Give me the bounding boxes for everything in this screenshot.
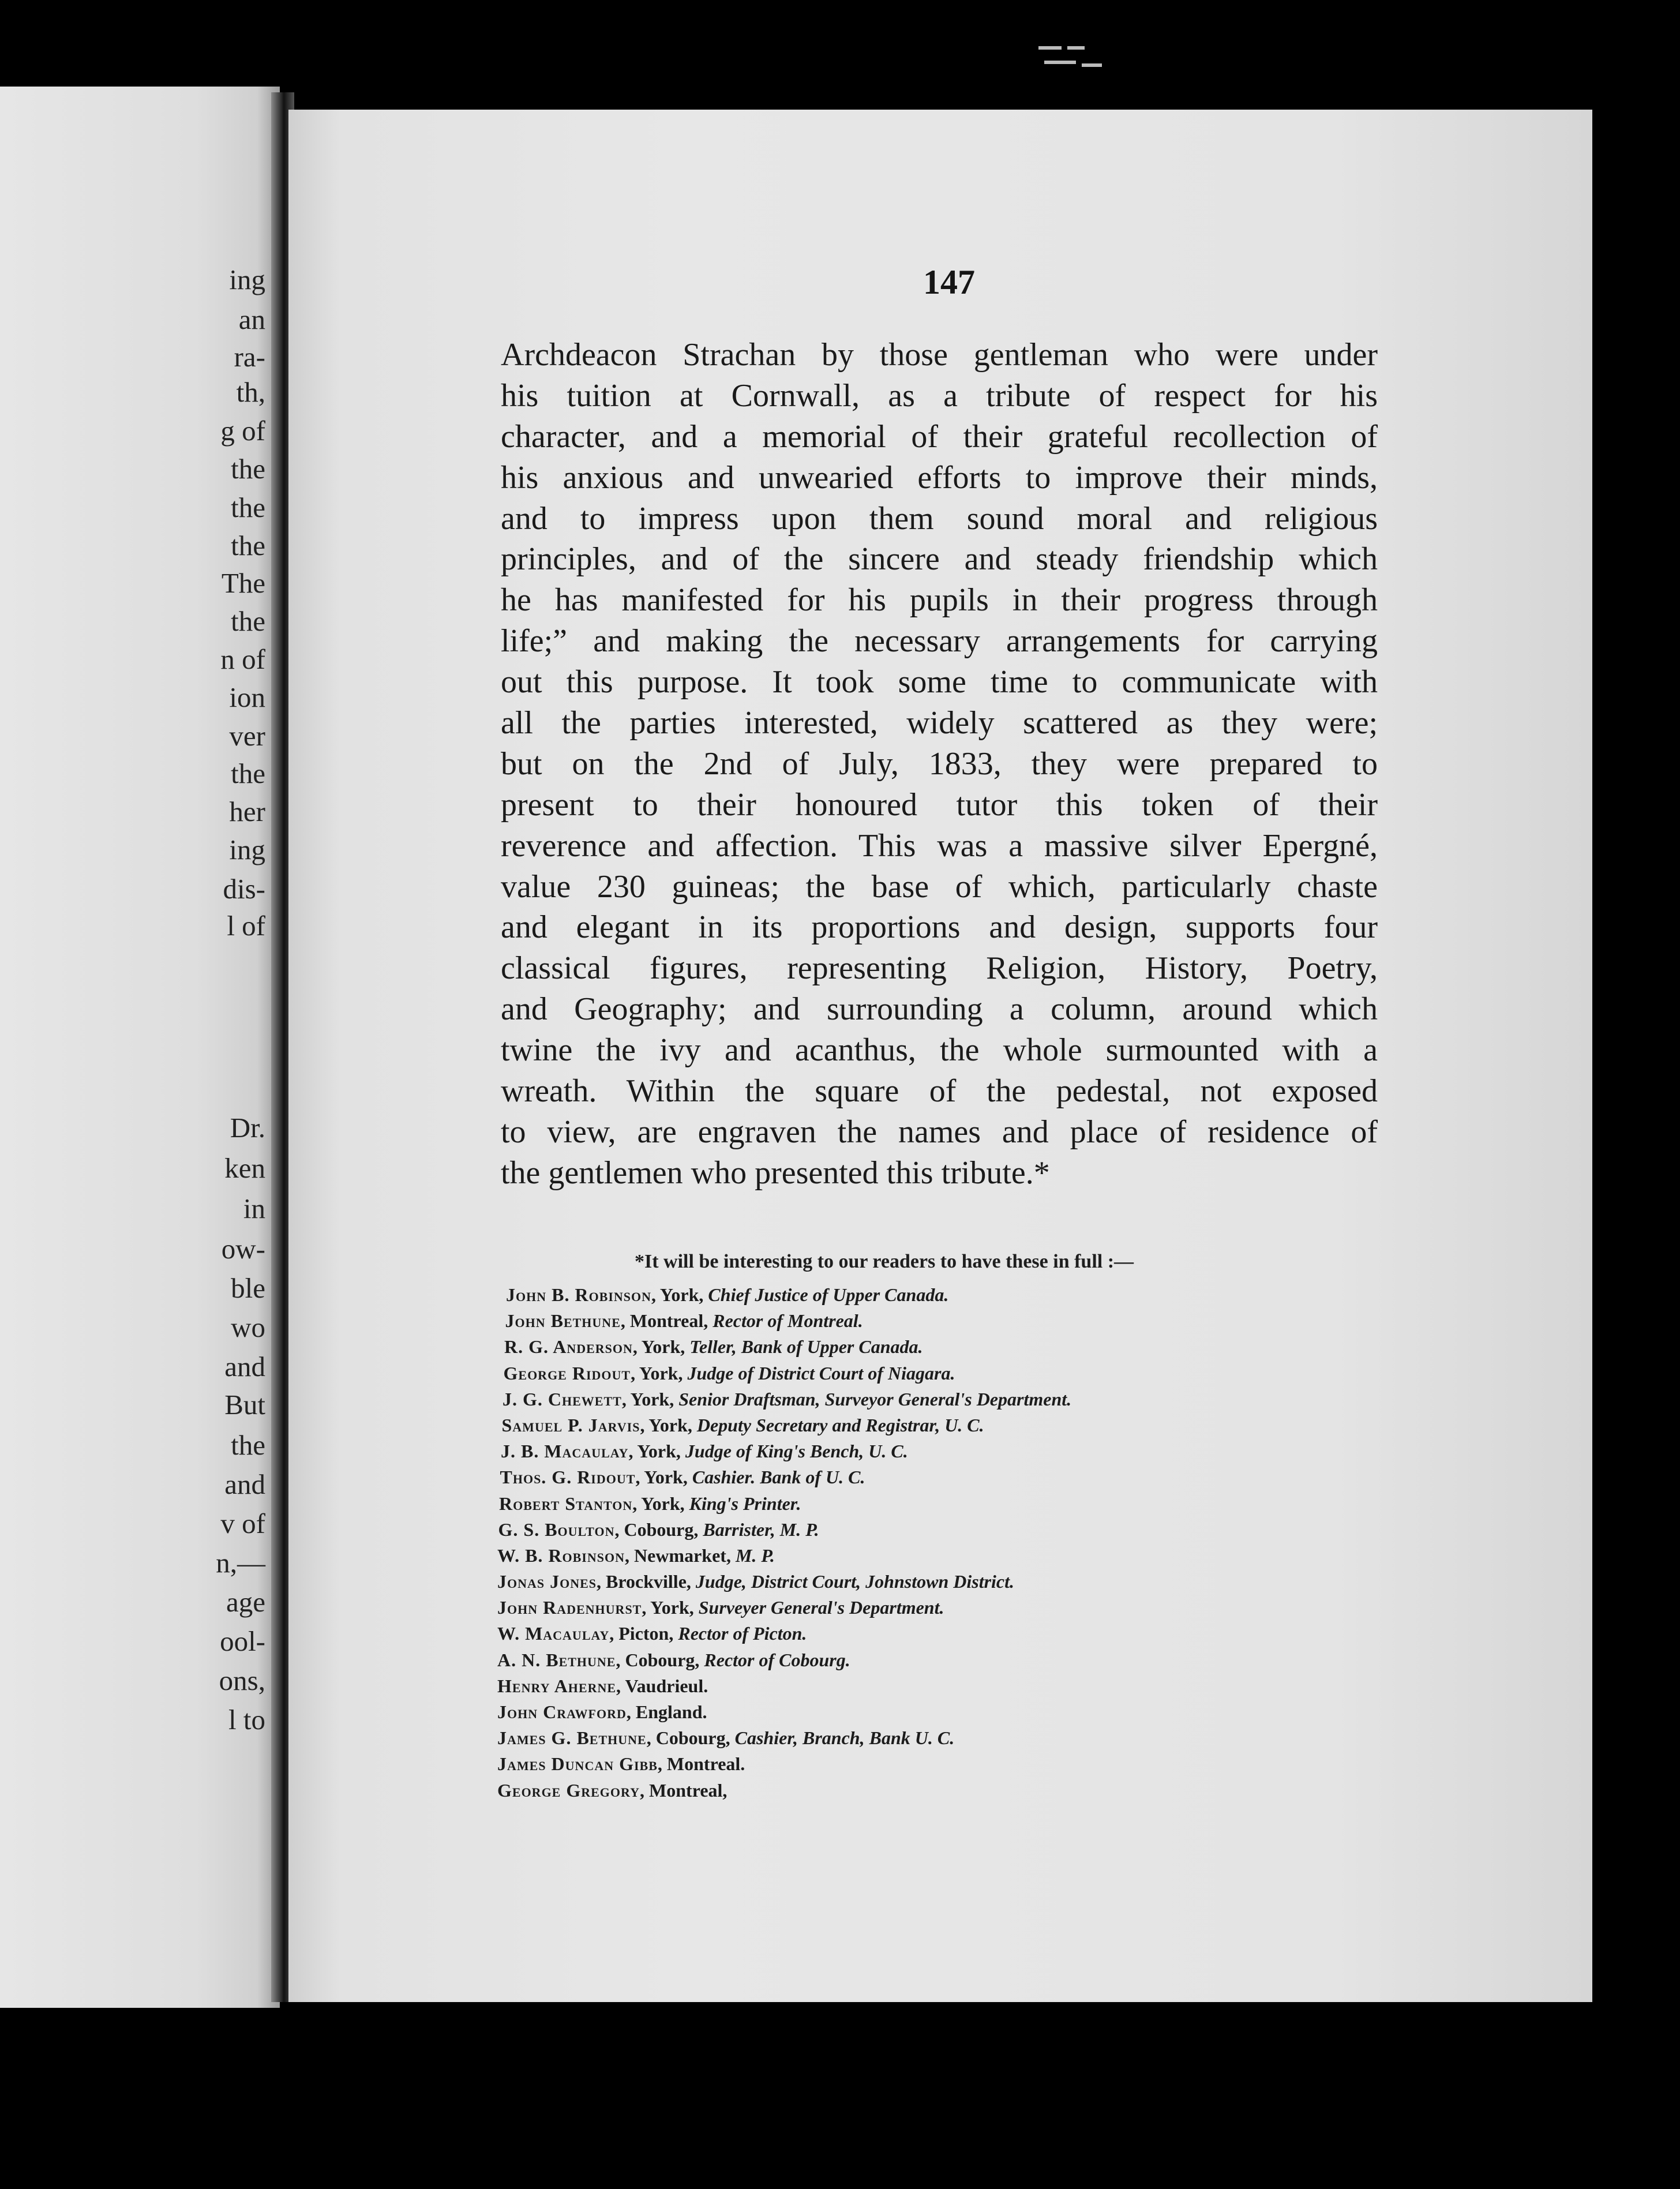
- person-title: Cashier, Branch, Bank U. C.: [734, 1727, 955, 1749]
- left-page-fragment: v of: [220, 1508, 265, 1539]
- left-page-fragment: the: [231, 605, 265, 637]
- person-name: R. G. Anderson: [504, 1336, 633, 1358]
- person-name: James Duncan Gibb: [497, 1753, 658, 1775]
- body-line: his anxious and unwearied efforts to improve their minds,: [501, 459, 1378, 496]
- person-place: , Cobourg,: [616, 1649, 704, 1670]
- person-name: John Bethune: [505, 1310, 621, 1332]
- person-name: Henry Aherne: [497, 1675, 617, 1696]
- footnote-name-item: [497, 1334, 1305, 1360]
- footnote-intro: *It will be interesting to our readers to have these in full :—: [635, 1251, 1134, 1272]
- body-line: wreath. Within the square of the pedestal, not exposed: [501, 1073, 1378, 1110]
- footnote-name-item: [497, 1360, 1305, 1386]
- left-page-fragment: age: [226, 1586, 265, 1618]
- left-page-fragment: ons,: [219, 1665, 265, 1696]
- person-title: Teller, Bank of Upper Canada.: [689, 1336, 923, 1358]
- footnote-names-list: [497, 1282, 1305, 1804]
- body-line: principles, and of the sincere and steady friendship which: [501, 541, 1378, 578]
- left-page-fragment: in: [243, 1193, 265, 1224]
- person-name: W. Macaulay: [497, 1623, 610, 1644]
- left-page-fragment: The: [221, 567, 265, 599]
- left-page-fragment: the: [231, 758, 265, 789]
- footnote-name-item: [497, 1464, 1305, 1490]
- person-title: Surveyer General's Department.: [698, 1597, 944, 1618]
- person-place: , Montreal.: [657, 1753, 745, 1775]
- person-place: , England.: [626, 1701, 707, 1722]
- left-page-fragment: But: [224, 1389, 265, 1420]
- body-line: he has manifested for his pupils in their progress through: [501, 582, 1378, 619]
- left-page-fragment: an: [238, 303, 265, 335]
- scan-marks: [1038, 35, 1108, 87]
- footnote-name-item: [497, 1308, 1305, 1334]
- body-line: all the parties interested, widely scattered as they were;: [501, 705, 1378, 741]
- person-place: , Montreal,: [640, 1779, 727, 1801]
- body-line: classical figures, representing Religion, History, Poetry,: [501, 950, 1378, 987]
- left-page-fragment: the: [231, 453, 265, 485]
- left-page-fragment: and: [224, 1351, 265, 1382]
- left-page-fragment: the: [231, 1429, 265, 1461]
- person-place: , York,: [651, 1284, 708, 1305]
- footnote-name-item: [497, 1412, 1305, 1438]
- footnote-name-item: [497, 1517, 1305, 1543]
- person-name: W. B. Robinson: [497, 1545, 625, 1566]
- left-page-fragment: n of: [220, 643, 265, 675]
- person-title: Judge of King's Bench, U. C.: [685, 1441, 908, 1462]
- person-name: Robert Stanton: [499, 1493, 633, 1514]
- person-name: John Crawford: [497, 1701, 627, 1722]
- body-line: value 230 guineas; the base of which, particularly chaste: [501, 868, 1378, 905]
- left-page-fragment: ool-: [220, 1625, 265, 1657]
- person-title: King's Printer.: [689, 1493, 801, 1514]
- footnote-name-item: [497, 1595, 1305, 1621]
- body-line: and to impress upon them sound moral and religious: [501, 500, 1378, 537]
- body-line: to view, are engraven the names and place of residence of: [501, 1114, 1378, 1150]
- footnote-name-item: [497, 1725, 1305, 1751]
- footnote-name-item: [497, 1569, 1305, 1595]
- left-page-fragment: ing: [229, 834, 265, 865]
- left-page-text-fragments: [0, 265, 271, 1794]
- person-place: , York,: [635, 1467, 692, 1488]
- left-page-fragment: ble: [231, 1272, 265, 1304]
- footnote-name-item: [497, 1491, 1305, 1517]
- body-line: and elegant in its proportions and design, supports four: [501, 909, 1378, 946]
- left-page-fragment: ow-: [221, 1233, 265, 1265]
- person-title: Judge of District Court of Niagara.: [687, 1362, 955, 1384]
- person-title: Rector of Cobourg.: [704, 1649, 850, 1670]
- person-place: , York,: [640, 1414, 697, 1435]
- person-name: George Ridout: [503, 1362, 631, 1384]
- person-title: Senior Draftsman, Surveyor General's Department.: [678, 1388, 1072, 1410]
- footnote-name-item: [497, 1673, 1305, 1699]
- body-text: [501, 335, 1378, 1194]
- left-page-fragment: ken: [224, 1152, 265, 1184]
- person-title: Cashier. Bank of U. C.: [692, 1467, 865, 1488]
- person-place: , York,: [642, 1597, 699, 1618]
- person-name: J. G. Chewett: [502, 1388, 622, 1410]
- person-name: Jonas Jones: [497, 1571, 597, 1592]
- person-place: , Picton,: [609, 1623, 678, 1644]
- person-name: Samuel P. Jarvis: [501, 1414, 640, 1435]
- person-place: , York,: [628, 1441, 685, 1462]
- left-page-fragment: her: [229, 796, 265, 827]
- footnote-name-item: [497, 1386, 1305, 1412]
- left-page-fragment: l to: [228, 1704, 265, 1736]
- person-place: , York,: [632, 1336, 690, 1358]
- left-page-fragment: th,: [236, 376, 265, 408]
- body-line: reverence and affection. This was a massive silver Epergné,: [501, 827, 1378, 864]
- left-page-fragment: l of: [227, 910, 265, 942]
- person-name: Thos. G. Ridout: [500, 1467, 636, 1488]
- person-name: J. B. Macaulay: [501, 1441, 629, 1462]
- person-place: , York,: [632, 1493, 689, 1514]
- person-title: Judge, District Court, Johnstown District.: [695, 1571, 1015, 1592]
- person-place: , Newmarket,: [625, 1545, 736, 1566]
- left-page-fragment: ion: [229, 681, 265, 713]
- footnote-name-item: [497, 1438, 1305, 1464]
- person-name: A. N. Bethune: [497, 1649, 616, 1670]
- body-line: the gentlemen who presented this tribute.*: [501, 1155, 1050, 1191]
- person-title: Rector of Picton.: [678, 1623, 807, 1644]
- person-place: , York,: [631, 1362, 688, 1384]
- left-page-fragment: the: [231, 492, 265, 523]
- body-line: life;” and making the necessary arrangements for carrying: [501, 623, 1378, 659]
- footnote-name-item: [497, 1543, 1305, 1569]
- person-place: , York,: [621, 1388, 679, 1410]
- person-place: , Brockville,: [597, 1571, 696, 1592]
- body-line: his tuition at Cornwall, as a tribute of respect for his: [501, 377, 1378, 414]
- person-place: , Vaudrieul.: [616, 1675, 708, 1696]
- body-line: out this purpose. It took some time to communicate with: [501, 664, 1378, 700]
- page-number: 147: [923, 263, 975, 301]
- body-line: Archdeacon Strachan by those gentleman who were under: [501, 337, 1378, 373]
- left-page-fragment: ra-: [234, 341, 265, 373]
- left-page-fragment: Dr.: [230, 1112, 265, 1144]
- footnote-name-item: [497, 1778, 1305, 1804]
- left-page-fragment: g of: [220, 415, 265, 447]
- footnote-name-item: [497, 1282, 1305, 1308]
- left-page-fragment: wo: [231, 1311, 265, 1343]
- person-place: , Cobourg,: [614, 1519, 703, 1540]
- person-place: , Montreal,: [620, 1310, 713, 1332]
- footnote-name-item: [497, 1621, 1305, 1647]
- left-page-fragment: and: [224, 1468, 265, 1500]
- footnote-name-item: [497, 1647, 1305, 1673]
- footnote-name-item: [497, 1699, 1305, 1725]
- left-page-fragment: dis-: [223, 873, 265, 905]
- person-place: , Cobourg,: [646, 1727, 735, 1749]
- body-line: present to their honoured tutor this token of their: [501, 786, 1378, 823]
- body-line: but on the 2nd of July, 1833, they were prepared to: [501, 745, 1378, 782]
- person-title: Rector of Montreal.: [712, 1310, 863, 1332]
- footnote-name-item: [497, 1751, 1305, 1777]
- person-name: John Radenhurst: [497, 1597, 642, 1618]
- left-page-fragment: n,—: [216, 1547, 265, 1579]
- left-page-fragment: ver: [229, 720, 265, 752]
- person-title: Barrister, M. P.: [703, 1519, 819, 1540]
- person-name: G. S. Boulton: [498, 1519, 615, 1540]
- body-line: character, and a memorial of their grateful recollection of: [501, 418, 1378, 455]
- person-title: Deputy Secretary and Registrar, U. C.: [696, 1414, 984, 1435]
- person-name: George Gregory: [497, 1779, 640, 1801]
- body-line: and Geography; and surrounding a column, around which: [501, 991, 1378, 1028]
- person-title: Chief Justice of Upper Canada.: [708, 1284, 949, 1305]
- left-page-fragment: ing: [229, 264, 265, 295]
- body-line: twine the ivy and acanthus, the whole surmounted with a: [501, 1032, 1378, 1069]
- person-title: M. P.: [735, 1545, 775, 1566]
- person-name: John B. Robinson: [506, 1284, 652, 1305]
- left-page-fragment: the: [231, 530, 265, 561]
- person-name: James G. Bethune: [497, 1727, 647, 1749]
